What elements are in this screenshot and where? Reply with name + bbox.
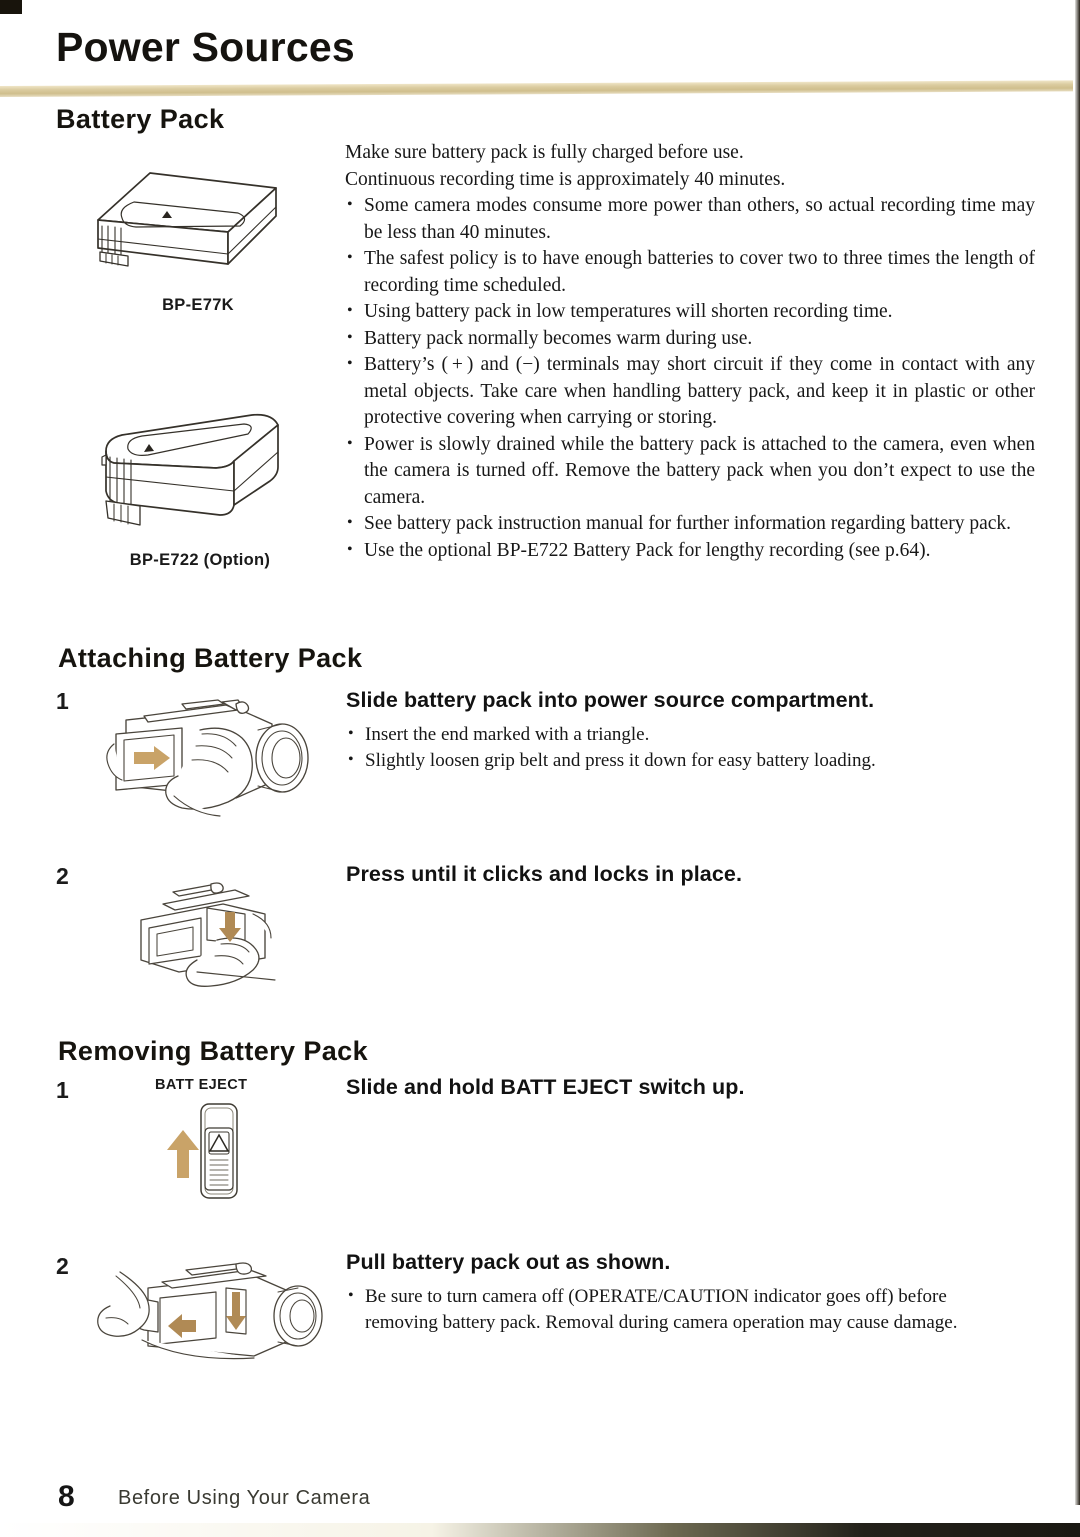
battery-pack-caption: BP-E77K [162, 296, 234, 314]
list-item: • Power is slowly drained while the battery pack is attached to the camera, even when the camera is turned off. Remove the battery pack when you don’t expect to use the camera. [345, 432, 1035, 512]
scan-edge-bottom [0, 1523, 1080, 1537]
step-headline-remove-2: Pull battery pack out as shown. [346, 1250, 671, 1274]
page-header [0, 14, 1080, 86]
list-item: • Insert the end marked with a triangle. [346, 722, 1016, 748]
camcorder-insert-battery-illustration [86, 690, 322, 830]
list-item: • Using battery pack in low temperatures will shorten recording time. [345, 299, 1035, 326]
step-number-attach-1: 1 [56, 688, 69, 714]
remove-step2-bullet-list [346, 1284, 1016, 1336]
list-item: • See battery pack instruction manual for further information regarding battery pack. [345, 511, 1035, 538]
scan-edge-top-left [0, 0, 22, 14]
battery-pack-large-illustration [92, 405, 307, 545]
battery-pack-illustration [88, 160, 308, 295]
heading-removing-battery-pack: Removing Battery Pack [58, 1036, 369, 1066]
list-item: • Battery pack normally becomes warm during use. [345, 326, 1035, 353]
battery-intro-line-2: Continuous recording time is approximately 40 minutes. [345, 168, 786, 190]
step-headline-attach-1: Slide battery pack into power source compartment. [346, 688, 875, 712]
page-number: 8 [58, 1480, 75, 1513]
battery-pack-copy [345, 140, 1035, 564]
page-title: Power Sources [56, 24, 355, 70]
battery-pack-bullet-list [345, 193, 1035, 564]
step-headline-attach-2: Press until it clicks and locks in place. [346, 862, 743, 886]
title-divider-rule [0, 80, 1073, 97]
step-number-attach-2: 2 [56, 863, 69, 889]
footer-section-label: Before Using Your Camera [118, 1487, 371, 1509]
list-item: • Be sure to turn camera off (OPERATE/CAUTION indicator goes off) before removing battery pack. Removal during camera operation may cause damage. [346, 1284, 1016, 1336]
step-headline-remove-1: Slide and hold BATT EJECT switch up. [346, 1075, 745, 1099]
scan-edge-right [1075, 0, 1080, 1505]
heading-attaching-battery-pack: Attaching Battery Pack [58, 643, 363, 673]
step-number-remove-1: 1 [56, 1077, 69, 1103]
step-number-remove-2: 2 [56, 1253, 69, 1279]
list-item: • Use the optional BP-E722 Battery Pack for lengthy recording (see p.64). [345, 538, 1035, 565]
step-body-remove-2 [346, 1284, 1016, 1336]
camcorder-remove-battery-illustration [86, 1258, 338, 1376]
batt-eject-switch-illustration [155, 1100, 285, 1210]
list-item: • The safest policy is to have enough batteries to cover two to three times the length of recording time scheduled. [345, 246, 1035, 299]
batt-eject-label: BATT EJECT [155, 1077, 248, 1093]
list-item: • Some camera modes consume more power than others, so actual recording time may be less than 40 minutes. [345, 193, 1035, 246]
battery-intro-line-1: Make sure battery pack is fully charged before use. [345, 142, 744, 163]
list-item: • Battery’s ( + ) and (−) terminals may short circuit if they come in contact with any metal objects. Take care when handling battery pack, and keep it in plastic or other protective covering when carrying or storing. [345, 352, 1035, 432]
step-body-attach-1 [346, 722, 1016, 774]
camcorder-press-battery-illustration [125, 862, 305, 994]
attach-step1-bullet-list [346, 722, 1016, 774]
heading-battery-pack: Battery Pack [56, 104, 225, 134]
list-item: • Slightly loosen grip belt and press it down for easy battery loading. [346, 748, 1016, 774]
battery-pack-large-caption: BP-E722 (Option) [129, 551, 271, 569]
